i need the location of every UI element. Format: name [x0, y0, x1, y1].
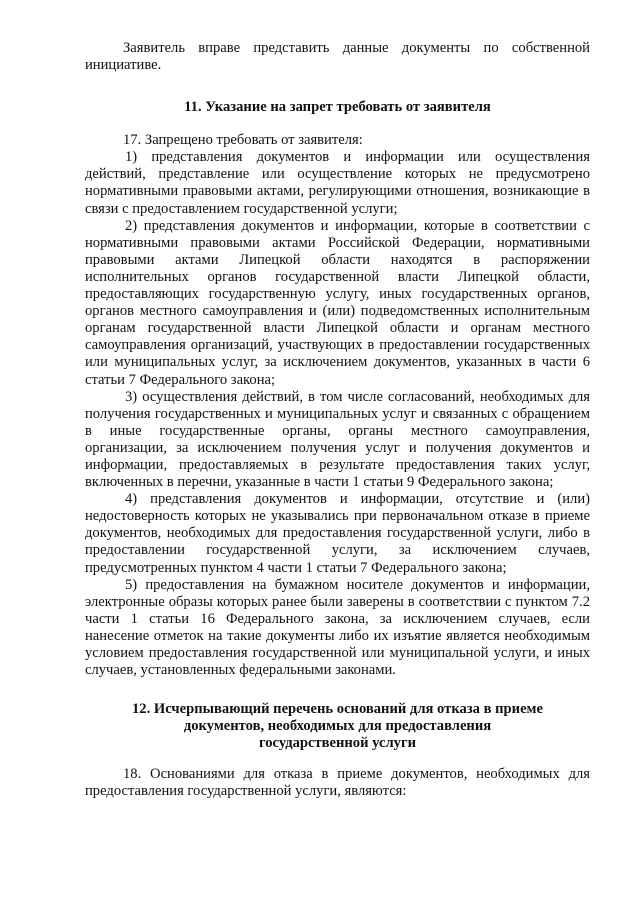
section-11-item-1: 1) представления документов и информации или осуществления действий, представление или осуществление которых не предусмотрено нормативными правовыми актами, регулирующими отношения, возникающие в связи с предоставлением государственной услуги;	[85, 149, 590, 217]
section-12-heading	[85, 701, 590, 752]
section-12-heading-line-2: документов, необходимых для предоставления	[183, 718, 492, 735]
section-12-heading-line-1: 12. Исчерпывающий перечень оснований для отказа в приеме	[132, 701, 543, 718]
intro-paragraph: Заявитель вправе представить данные документы по собственной инициативе.	[85, 40, 590, 74]
section-11-item-5: 5) предоставления на бумажном носителе документов и информации, электронные образы которых ранее были заверены в соответствии с пунктом 7.2 части 1 статьи 16 Федерального закона, за исключением случаев, если нанесение отметок на такие документы либо их изъятие является необходимым условием предоставления государственной или муниципальной услуги, и иных случаев, установленных федеральными законами.	[85, 576, 590, 679]
section-11-item-4: 4) представления документов и информации, отсутствие и (или) недостоверность которых не указывались при первоначальном отказе в приеме документов, необходимых для предоставления государственной услуги, либо в предоставлении государственной услуги, за исключением случаев, предусмотренных пунктом 4 части 1 статьи 7 Федерального закона;	[85, 491, 590, 576]
section-11-lead: 17. Запрещено требовать от заявителя:	[123, 132, 363, 149]
section-11-item-3: 3) осуществления действий, в том числе согласований, необходимых для получения государственных и муниципальных услуг и связанных с обращением в иные государственные органы, органы местного самоуправления, организации, за исключением получения услуг и получения документов и информации, предоставляемых в результате предоставления таких услуг, включенных в перечни, указанные в части 1 статьи 9 Федерального закона;	[85, 388, 590, 491]
section-11-item-2: 2) представления документов и информации, которые в соответствии с нормативными правовыми актами Российской Федерации, нормативными правовыми актами Липецкой области находятся в распоряжении исполнительных органов государственной власти Липецкой области, предоставляющих государственную услугу, иных государственных органов, органов местного самоуправления и (или) подведомственных исполнительным органам государственной власти Липецкой области и органам местного самоуправления организаций, участвующих в предоставлении государственных или муниципальных услуг, за исключением документов, указанных в части 6 статьи 7 Федерального закона;	[85, 217, 590, 388]
section-11-heading: 11. Указание на запрет требовать от заявителя	[184, 99, 491, 116]
section-12-heading-line-3: государственной услуги	[258, 735, 417, 752]
section-12-lead: 18. Основаниями для отказа в приеме документов, необходимых для предоставления государственной услуги, являются:	[85, 766, 590, 800]
